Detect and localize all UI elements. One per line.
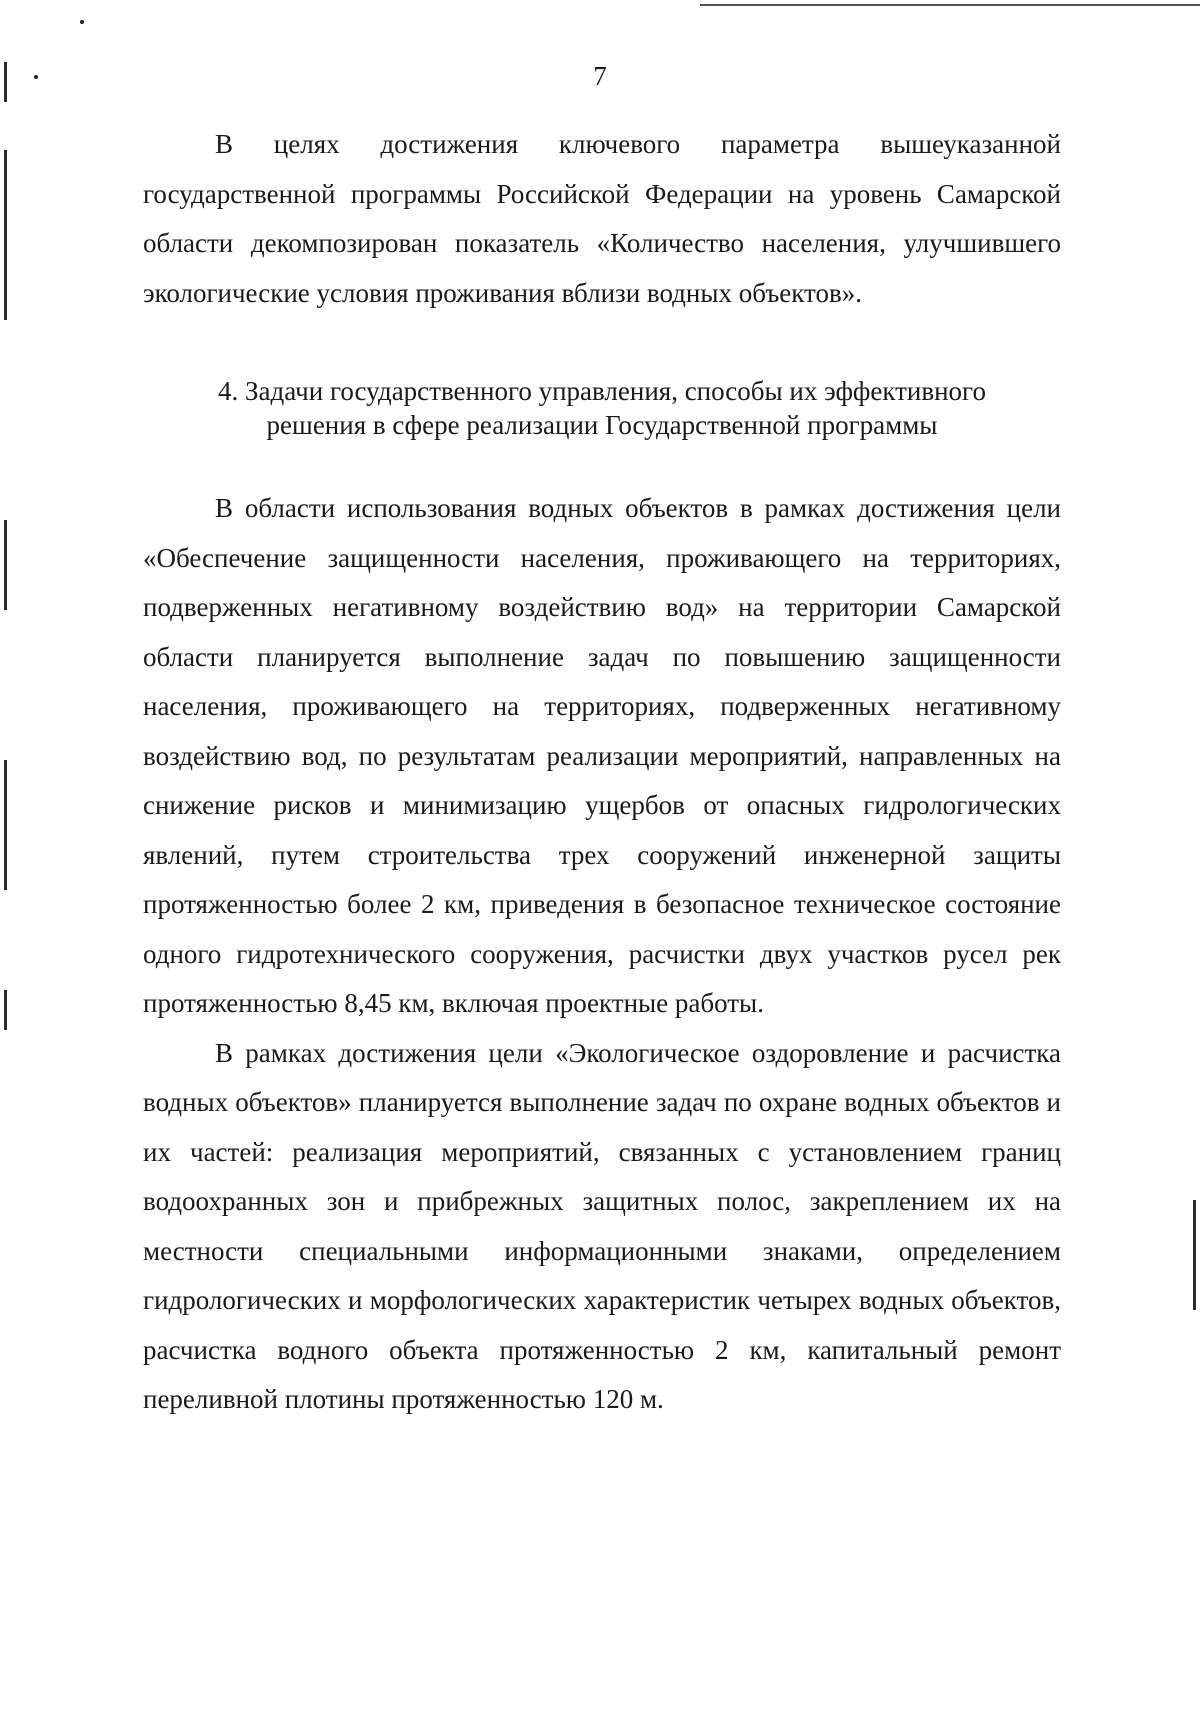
scan-speck — [80, 20, 84, 24]
intro-paragraph: В целях достижения ключевого параметра вышеуказанной государственной программы Российской Федерации на уровень Самарской области декомпозирован показатель «Количество населения, улучшившего экологические условия проживания вблизи водных объектов». — [143, 129, 1061, 308]
intro-text-block — [143, 120, 1061, 318]
scan-left-edge-mark — [4, 990, 7, 1030]
scan-left-edge-mark — [4, 520, 7, 610]
body-paragraph-2: В рамках достижения цели «Экологическое оздоровление и расчистка водных объектов» планируется выполнение задач по охране водных объектов и их частей: реализация мероприятий, связанных с установлением границ водоохранных зон и прибрежных защитных полос, закреплением их на местности специальными информационными знаками, определением гидрологических и морфологических характеристик четырех водных объектов, расчистка водного объекта протяженностью 2 км, капитальный ремонт переливной плотины протяженностью 120 м. — [143, 1037, 1061, 1414]
main-text-block — [143, 484, 1061, 1425]
section-heading — [143, 374, 1061, 442]
section-heading-line-2: решения в сфере реализации Государственной программы — [266, 410, 938, 440]
scan-left-edge-mark — [4, 760, 7, 890]
body-paragraph-1: В области использования водных объектов в рамках достижения цели «Обеспечение защищенности населения, проживающего на территориях, подверженных негативному воздействию вод» на территории Самарской области планируется выполнение задач по повышению защищенности населения, проживающего на территориях, подверженных негативному воздействию вод, по результатам реализации мероприятий, направленных на снижение рисков и минимизацию ущербов от опасных гидрологических явлений, путем строительства трех сооружений инженерной защиты протяженностью более 2 км, приведения в безопасное техническое состояние одного гидротехнического сооружения, расчистки двух участков русел рек протяженностью 8,45 км, включая проектные работы. — [143, 493, 1061, 1018]
scan-left-edge-mark — [4, 150, 7, 320]
section-heading-line-1: 4. Задачи государственного управления, способы их эффективного — [218, 376, 986, 406]
scan-right-edge-mark — [1193, 1200, 1196, 1310]
scan-top-rule — [700, 4, 1200, 6]
page-number: 7 — [593, 61, 607, 91]
